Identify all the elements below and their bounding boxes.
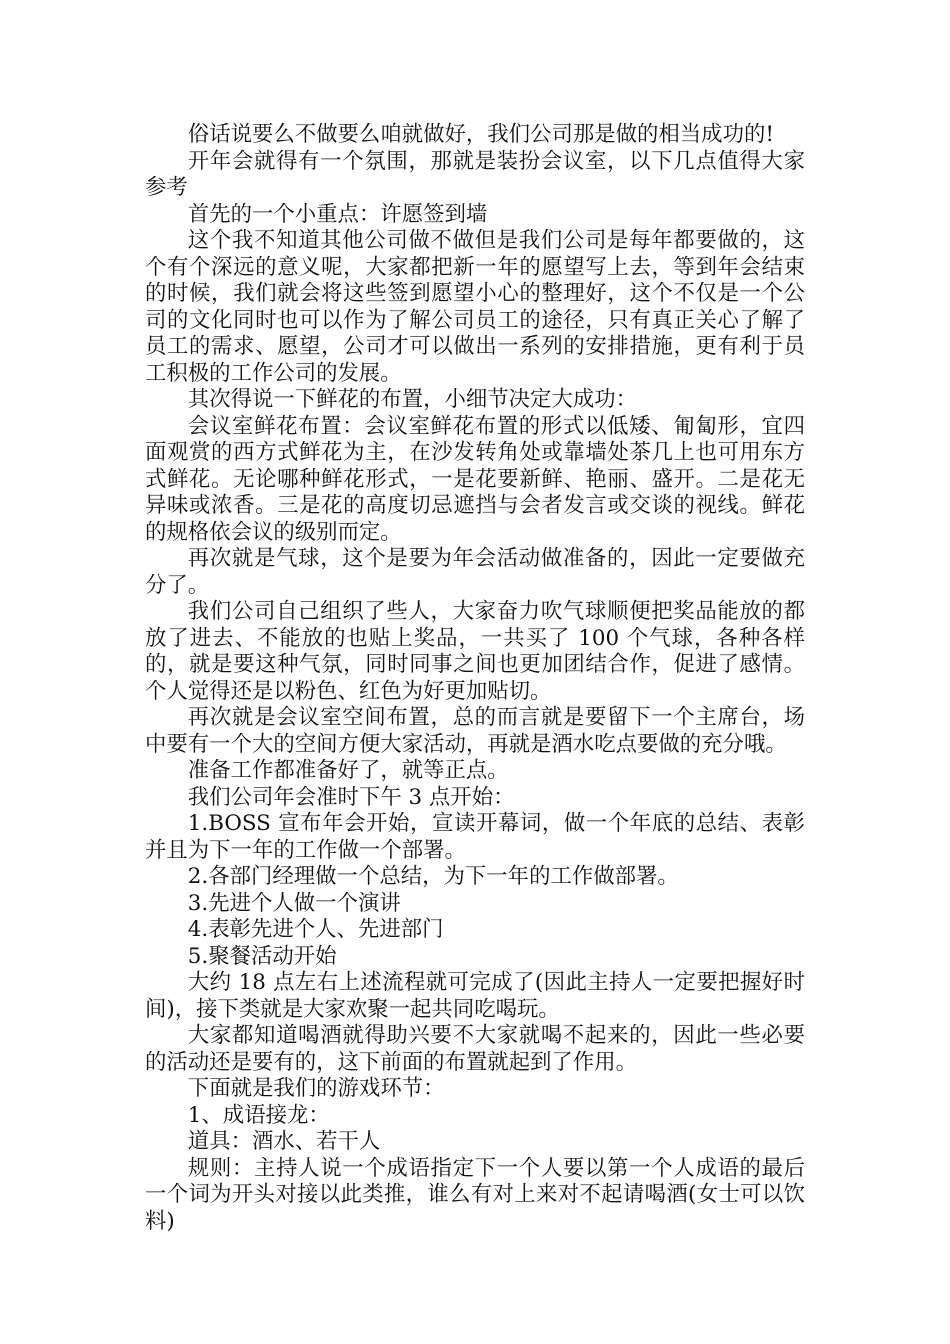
paragraph: 俗话说要么不做要么咱就做好，我们公司那是做的相当成功的! (187, 122, 774, 147)
game-rules: 规则：主持人说一个成语指定下一个人要以第一个人成语的最后一个词为开头对接以此类推，谁么有对上来对不起请喝酒(女士可以饮料) (145, 1155, 805, 1234)
game-props: 道具：酒水、若干人 (187, 1129, 381, 1154)
paragraph: 我们公司自己组织了些人，大家奋力吹气球顺便把奖品能放的都放了进去、不能放的也贴上奖品，一共买了 100 个气球，各种各样的，就是要这种气氛，同时同事之间也更加团结合作，促进了感情。个人觉得还是以粉色、红色为好更加贴切。 (145, 599, 805, 704)
game-title: 1、成语接龙： (187, 1102, 330, 1128)
paragraph: 会议室鲜花布置：会议室鲜花布置的形式以低矮、匍匐形，宜四面观赏的西方式鲜花为主，在沙发转角处或靠墙处茶几上也可用东方式鲜花。无论哪种鲜花形式，一是花要新鲜、艳丽、盛开。二是花无异味或浓香。三是花的高度切忌遮挡与会者发言或交谈的视线。鲜花的规格依会议的级别而定。 (145, 413, 805, 545)
paragraph: 我们公司年会准时下午 3 点开始： (187, 784, 515, 810)
list-item: 3.先进个人做一个演讲 (187, 890, 401, 916)
list-item: 5.聚餐活动开始 (187, 943, 337, 969)
document-body (145, 122, 805, 1235)
paragraph: 准备工作都准备好了，就等正点。 (187, 758, 509, 783)
paragraph: 这个我不知道其他公司做不做但是我们公司是每年都要做的，这个有个深远的意义呢，大家都把新一年的愿望写上去，等到年会结束的时候，我们就会将这些签到愿望小心的整理好，这个不仅是一个公司的文化同时也可以作为了解公司员工的途径，只有真正关心了解了员工的需求、愿望，公司才可以做出一系列的安排措施，更有利于员工积极的工作公司的发展。 (145, 228, 805, 386)
paragraph: 再次就是会议室空间布置，总的而言就是要留下一个主席台，场中要有一个大的空间方便大家活动，再就是酒水吃点要做的充分哦。 (145, 705, 805, 757)
paragraph: 大约 18 点左右上述流程就可完成了(因此主持人一定要把握好时间)，接下类就是大家欢聚一起共同吃喝玩。 (145, 970, 805, 1022)
section-heading: 首先的一个小重点：许愿签到墙 (187, 201, 488, 227)
paragraph: 再次就是气球，这个是要为年会活动做准备的，因此一定要做充分了。 (145, 546, 805, 598)
section-heading: 下面就是我们的游戏环节： (187, 1076, 445, 1101)
list-item: 1.BOSS 宣布年会开始，宣读开幕词，做一个年底的总结、表彰并且为下一年的工作做一个部署。 (145, 811, 805, 863)
section-heading: 其次得说一下鲜花的布置，小细节决定大成功： (187, 387, 638, 412)
paragraph: 大家都知道喝酒就得助兴要不大家就喝不起来的，因此一些必要的活动还是要有的，这下前面的布置就起到了作用。 (145, 1023, 805, 1075)
list-item: 4.表彰先进个人、先进部门 (187, 917, 444, 942)
paragraph: 开年会就得有一个氛围，那就是装扮会议室，以下几点值得大家参考 (145, 148, 805, 200)
list-item: 2.各部门经理做一个总结，为下一年的工作做部署。 (187, 864, 679, 889)
